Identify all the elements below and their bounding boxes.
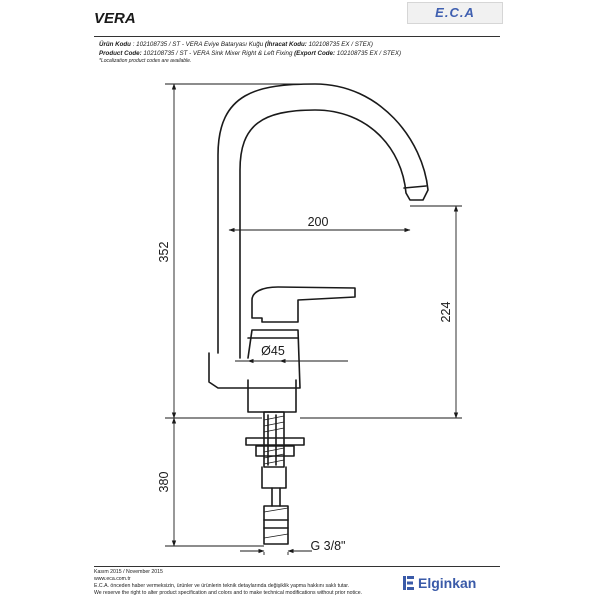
export-code-tr-label: (İhracat Kodu: bbox=[264, 41, 307, 48]
product-code-en-value: 102108735 / ST - VERA Sink Mixer Right & Left Fixing bbox=[143, 50, 293, 57]
spout-tip-line bbox=[404, 186, 426, 188]
website-link[interactable]: www.eca.com.tr bbox=[94, 576, 131, 582]
export-code-tr-value: 102108735 EX / STEX) bbox=[308, 41, 373, 48]
dim-380-label: 380 bbox=[157, 471, 171, 493]
product-code-tr-label: Ürün Kodu bbox=[99, 41, 131, 48]
localization-note: *Localization product codes are available. bbox=[99, 58, 192, 64]
product-code-tr-value: : 102108735 / ST - VERA Eviye Bataryası Kuğu bbox=[132, 41, 264, 48]
elginkan-logo-icon bbox=[402, 574, 416, 592]
mounting-nut bbox=[256, 446, 294, 456]
dim-g38-label: G 3/8" bbox=[310, 539, 346, 553]
footer-date: Kasım 2015 / November 2015 bbox=[94, 569, 163, 575]
dim-45-label: Ø45 bbox=[261, 344, 285, 358]
product-title: VERA bbox=[94, 10, 136, 27]
logo-text: E.C.A bbox=[435, 5, 475, 20]
mounting-shank bbox=[264, 412, 284, 467]
export-code-en-label: (Export Code: bbox=[294, 50, 336, 57]
mounting-plate bbox=[246, 438, 304, 445]
body-collar bbox=[248, 380, 296, 412]
dim-200-label: 200 bbox=[307, 215, 329, 229]
export-code-en-value: 102108735 EX / STEX) bbox=[336, 50, 402, 57]
footer-rule bbox=[94, 566, 500, 567]
brand-name: Elginkan bbox=[418, 575, 477, 591]
dim-224-label: 224 bbox=[439, 301, 453, 323]
footer-disclaimer-tr: E.C.A. önceden haber vermeksizin, ürünler ve ürünlerin teknik detaylarında değişiklik yapma hakkını saklı tutar. bbox=[94, 583, 350, 589]
hose-fitting bbox=[262, 467, 286, 488]
footer-disclaimer-en: We reserve the right to alter product specification and colors and to make technical modifications without prior notice. bbox=[94, 590, 363, 596]
product-code-en-label: Product Code: bbox=[99, 50, 142, 57]
dim-352-label: 352 bbox=[157, 241, 171, 263]
handle-lever bbox=[252, 287, 355, 322]
